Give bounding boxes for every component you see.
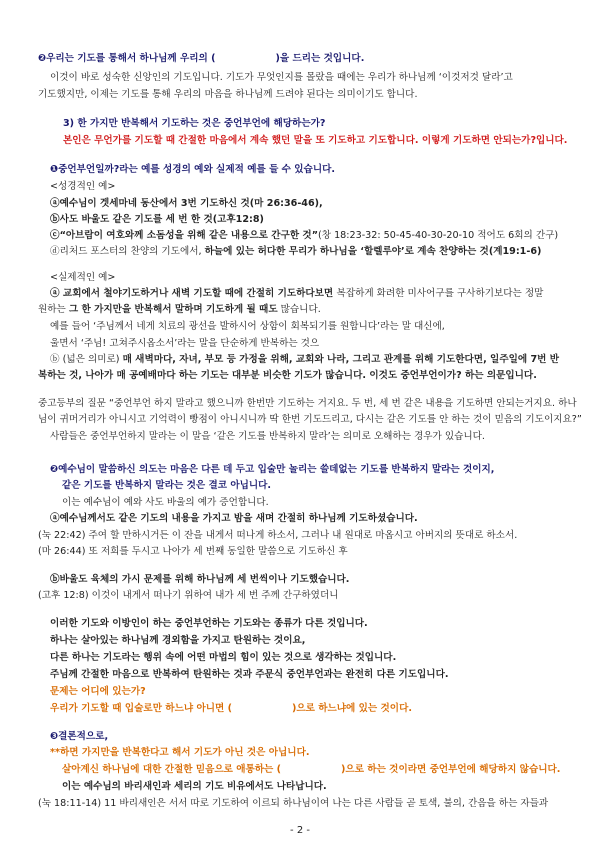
verse-line: (눅 22:42) 주여 할 만하시거든 이 잔을 내게서 떠나게 하소서, 그러나 내 원대로 마옵시고 아버지의 뜻대로 하소서. <box>38 530 518 541</box>
example-line: ⓐ 교회에서 철야기도하거나 새벽 기도할 때에 간절히 기도하다보면 복잡하게 화려한 미사어구를 구사하기보다는 정말 <box>50 288 544 299</box>
section-heading-cont: 같은 기도를 반복하지 말라는 것은 결코 아닙니다. <box>62 480 272 491</box>
paragraph-line: 주님께 간절한 마음으로 반복하여 탄원하는 것과 주문식 중언부언과는 완전히 다른 기도입니다. <box>50 669 449 680</box>
question-line: 문제는 어디에 있는가? <box>50 686 146 697</box>
example-line: 복하는 것, 나아가 매 공예배마다 하는 기도는 대부분 비슷한 기도가 많습니다. 이것도 중언부언이가? 하는 의문입니다. <box>38 370 537 381</box>
question-description: 본인은 무언가를 기도할 때 간절한 마음에서 계속 했던 말을 또 기도하고 기도합니다. 이렇게 기도하면 안되는가?입니다. <box>63 135 568 146</box>
verse-line: (마 26:44) 또 저희를 두시고 나아가 세 번째 동일한 말씀으로 기도하신 후 <box>38 546 348 557</box>
paragraph-line: 이는 예수님이 예와 사도 바울의 예가 증언합니다. <box>62 497 269 508</box>
conclusion-line: **하면 가지만을 반복한다고 해서 기도가 아닌 것은 아닙니다. <box>50 747 310 758</box>
paragraph-line: 하나는 살아있는 하나님께 경외함을 가지고 탄원하는 것이요, <box>50 635 306 646</box>
paragraph-line: 다른 하나는 기도라는 행위 속에 어떤 마법의 힘이 있는 것으로 생각하는 것입니다. <box>50 652 397 663</box>
example-line: 울면서 ‘주님! 고쳐주시옵소서’라는 말을 단순하게 반복하는 것으 <box>50 338 320 349</box>
section-heading: ❸결론적으로, <box>50 731 109 742</box>
paragraph-line: 이러한 기도와 이방인이 하는 중언부언하는 기도와는 종류가 다른 것입니다. <box>50 618 368 629</box>
question-title: 3) 한 가지만 반복해서 기도하는 것은 중언부언에 해당하는가? <box>63 118 326 129</box>
conclusion-line: 살아계신 하나님에 대한 간절한 믿음으로 애통하는 ( )으로 하는 것이라면 중언부언에 해당하지 않습니다. <box>62 764 561 775</box>
subheading-biblical: <성경적인 예> <box>50 181 116 192</box>
paragraph-line: 사람들은 중언부언하지 말라는 이 말을 ‘같은 기도를 반복하지 말라’는 의미로 오해하는 경우가 있습니다. <box>50 431 485 442</box>
example-line: 원하는 그 한 가지만을 반복해서 말하며 기도하게 될 때도 많습니다. <box>38 304 321 315</box>
example-line: ⓒ“아브람이 여호와께 소돔성을 위해 같은 내용으로 간구한 것”(창 18:23-32: 50-45-40-30-20-10 적어도 6회의 간구) <box>50 230 559 241</box>
conclusion-line: 이는 예수님의 바리새인과 세리의 기도 비유에서도 나타납니다. <box>62 781 327 792</box>
page-number: - 2 - <box>290 825 310 836</box>
example-line: ⓐ예수님이 겟세마네 동산에서 3번 기도하신 것(마 26:36-46), <box>50 198 323 209</box>
paragraph-line: 기도했지만, 이제는 기도를 통해 우리의 마음을 하나님께 드려야 된다는 의미이기도 합니다. <box>38 89 418 100</box>
answer-line: 우리가 기도할 때 입술로만 하느냐 아니면 ( )으로 하느냐에 있는 것이다. <box>50 703 412 714</box>
verse-line: (고후 12:8) 이것이 내게서 떠나기 위하여 내가 세 번 주께 간구하였더니 <box>38 590 339 601</box>
verse-line: (눅 18:11-14) 11 바리새인은 서서 따로 기도하여 이르되 하나님이여 나는 다른 사람들 곧 토색, 불의, 간음을 하는 자들과 <box>38 798 549 809</box>
example-line: ⓐ예수님께서도 같은 기도의 내용을 가지고 밤을 새며 간절히 하나님께 기도하셨습니다. <box>50 513 418 524</box>
point-2-heading: ❷우리는 기도를 통해서 하나님께 우리의 ( )을 드리는 것입니다. <box>38 53 365 64</box>
section-heading: ❷예수님이 말씀하신 의도는 마음은 다른 데 두고 입술만 놀리는 쓸데없는 기도를 반복하지 말라는 것이지, <box>50 464 495 475</box>
paragraph-line: 중고등부의 질문 “중언부언 하지 말라고 했으니까 한번만 기도하는 거지요. 두 번, 세 번 같은 내용을 기도하면 안되는거지요. 하나 <box>38 398 577 409</box>
example-line: 예를 들어 ‘주님께서 네게 치료의 광선을 발하시어 상함이 회복되기를 원합니다’라는 말 대신에, <box>50 321 445 332</box>
example-line: ⓓ리처드 포스터의 찬양의 기도에서, 하늘에 있는 허다한 무리가 하나님을 ‘할렐루야’로 계속 찬양하는 것(계19:1-6) <box>50 246 542 257</box>
section-heading: ❶중언부언일까?라는 예를 성경의 예와 실제적 예를 들 수 있습니다. <box>50 164 336 175</box>
paragraph-line: 님이 귀머거리가 아니시고 기억력이 빵점이 아니시니까 딱 한번 기도드리고, 다시는 같은 기도를 안 하는 것이 믿음의 기도이지요?” <box>38 414 582 425</box>
paragraph-line: 이것이 바로 성숙한 신앙인의 기도입니다. 기도가 무엇인지를 몰랐을 때에는 우리가 하나님께 ‘이것저것 달라’고 <box>50 72 513 83</box>
example-line: ⓑ바울도 육체의 가시 문제를 위해 하나님께 세 번씩이나 기도했습니다. <box>50 574 350 585</box>
example-line: ⓑ (넓은 의미로) 매 새벽마다, 자녀, 부모 등 가정을 위해, 교회와 나라, 그리고 관계를 위해 기도한다면, 일주일에 7번 반 <box>50 354 560 365</box>
example-line: ⓑ사도 바울도 같은 기도를 세 번 한 것(고후12:8) <box>50 214 264 225</box>
subheading-practical: <실제적인 예> <box>50 272 116 283</box>
